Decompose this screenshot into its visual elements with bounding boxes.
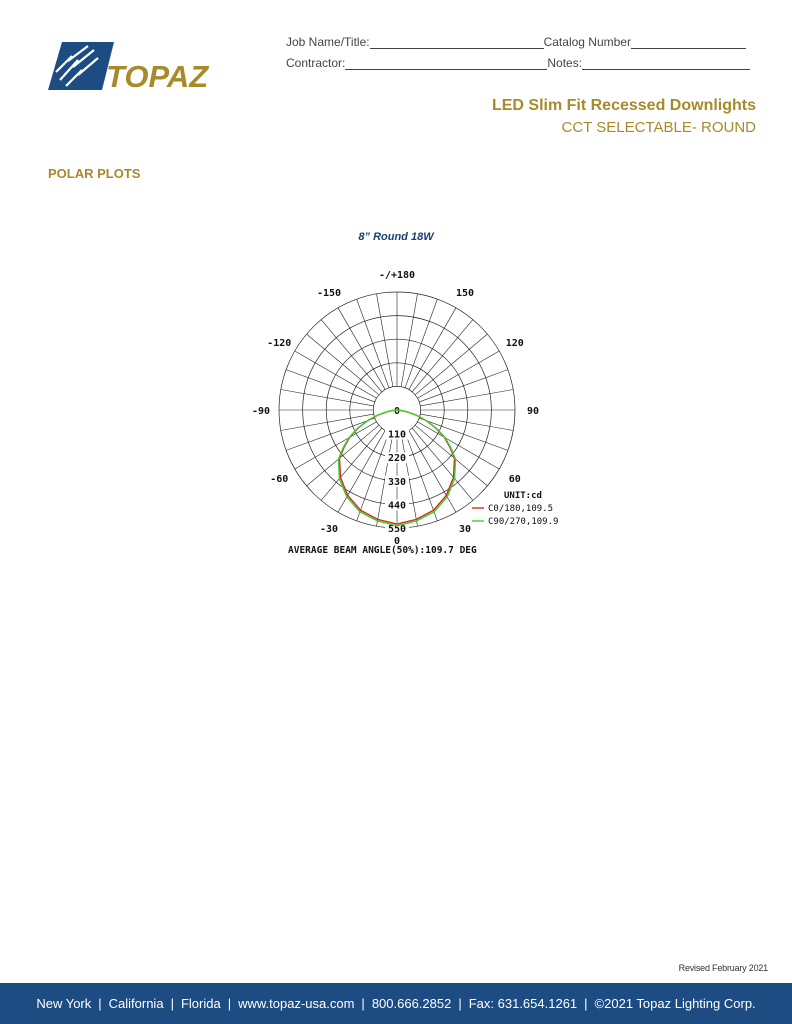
polar-spoke (307, 425, 379, 486)
footer-item[interactable]: www.topaz-usa.com (238, 996, 355, 1011)
beam-angle-text: AVERAGE BEAM ANGLE(50%):109.7 DEG (288, 545, 477, 556)
revised-date: Revised February 2021 (678, 963, 768, 973)
angle-label: 30 (458, 523, 472, 535)
angle-label: 0 (393, 536, 401, 547)
polar-spoke (419, 418, 508, 450)
notes-blank[interactable] (582, 56, 750, 70)
angle-label: -60 (270, 474, 289, 485)
job-name-field (286, 35, 746, 49)
polar-plot-svg (240, 270, 580, 562)
unit-label: UNIT:cd (504, 491, 542, 501)
polar-spoke (405, 299, 437, 388)
radial-tick-label: 0 (393, 406, 401, 417)
notes-label: Notes: (547, 56, 583, 70)
catalog-number-label: Catalog Number (543, 35, 631, 49)
footer-item: California (108, 996, 164, 1011)
job-name-label: Job Name/Title: (286, 35, 370, 49)
polar-spoke (295, 422, 377, 469)
legend-label: C90/270,109.9 (488, 517, 559, 527)
polar-spoke (417, 422, 499, 469)
radial-tick-label: 110 (387, 429, 407, 441)
footer-separator: | (361, 996, 365, 1011)
polar-spoke (321, 320, 382, 392)
polar-spoke (415, 334, 487, 395)
polar-spoke (281, 390, 374, 406)
footer-bar (0, 983, 792, 1024)
polar-spoke (357, 299, 389, 388)
polar-spoke (338, 308, 385, 390)
radial-tick-label: 550 (387, 524, 407, 535)
footer-separator: | (98, 996, 102, 1011)
angle-label: -90 (251, 406, 271, 417)
polar-spoke (412, 428, 473, 500)
polar-spoke (417, 351, 499, 398)
angle-label: 120 (505, 338, 524, 349)
topaz-logo (48, 40, 244, 92)
angle-label: -30 (319, 523, 339, 535)
footer-separator: | (458, 996, 462, 1011)
contractor-field (286, 56, 750, 70)
angle-label: -150 (316, 288, 342, 300)
polar-spoke (420, 414, 513, 430)
chart-title: 8” Round 18W (358, 231, 434, 243)
polar-spoke (405, 432, 437, 521)
logo-mark (48, 42, 114, 90)
polar-spoke (409, 430, 456, 512)
radial-tick-label: 330 (387, 476, 407, 488)
catalog-number-blank[interactable] (631, 35, 746, 49)
contractor-blank[interactable] (345, 56, 547, 70)
angle-label: 150 (455, 288, 475, 300)
angle-label: 60 (508, 474, 521, 485)
polar-spoke (419, 370, 508, 402)
product-subtitle: CCT SELECTABLE- ROUND (561, 119, 756, 136)
product-title: LED Slim Fit Recessed Downlights (491, 97, 756, 114)
polar-spoke (420, 390, 513, 406)
polar-spoke (295, 351, 377, 398)
polar-spoke (338, 430, 385, 512)
legend-label: C0/180,109.5 (488, 504, 554, 514)
angle-label: -/+180 (378, 270, 416, 281)
footer-item: New York (36, 996, 92, 1011)
polar-spoke (412, 320, 473, 392)
polar-spoke (357, 432, 389, 521)
polar-spoke (377, 294, 393, 387)
footer-separator: | (170, 996, 174, 1011)
polar-spoke (321, 428, 382, 500)
contractor-label: Contractor: (286, 56, 346, 70)
polar-plot (240, 270, 580, 567)
polar-spoke (286, 418, 375, 450)
footer-separator: | (227, 996, 232, 1011)
radial-tick-label: 220 (387, 453, 407, 465)
polar-spoke (401, 294, 417, 387)
footer-item: ©2021 Topaz Lighting Corp. (594, 996, 756, 1011)
polar-spoke (307, 334, 379, 395)
angle-label: 90 (526, 406, 540, 417)
footer-item: Florida (180, 996, 221, 1011)
job-name-blank[interactable] (370, 35, 544, 49)
footer-item: Fax: 631.654.1261 (468, 996, 578, 1011)
polar-spoke (281, 414, 374, 430)
polar-spoke (415, 425, 487, 486)
logo-wordmark: TOPAZ (106, 59, 209, 92)
footer-separator: | (584, 996, 588, 1011)
polar-spoke (286, 370, 375, 402)
section-heading: POLAR PLOTS (48, 166, 141, 181)
polar-spoke (409, 308, 456, 390)
footer-item: 800.666.2852 (371, 996, 452, 1011)
radial-tick-label: 440 (387, 500, 407, 512)
angle-label: -120 (267, 338, 292, 349)
